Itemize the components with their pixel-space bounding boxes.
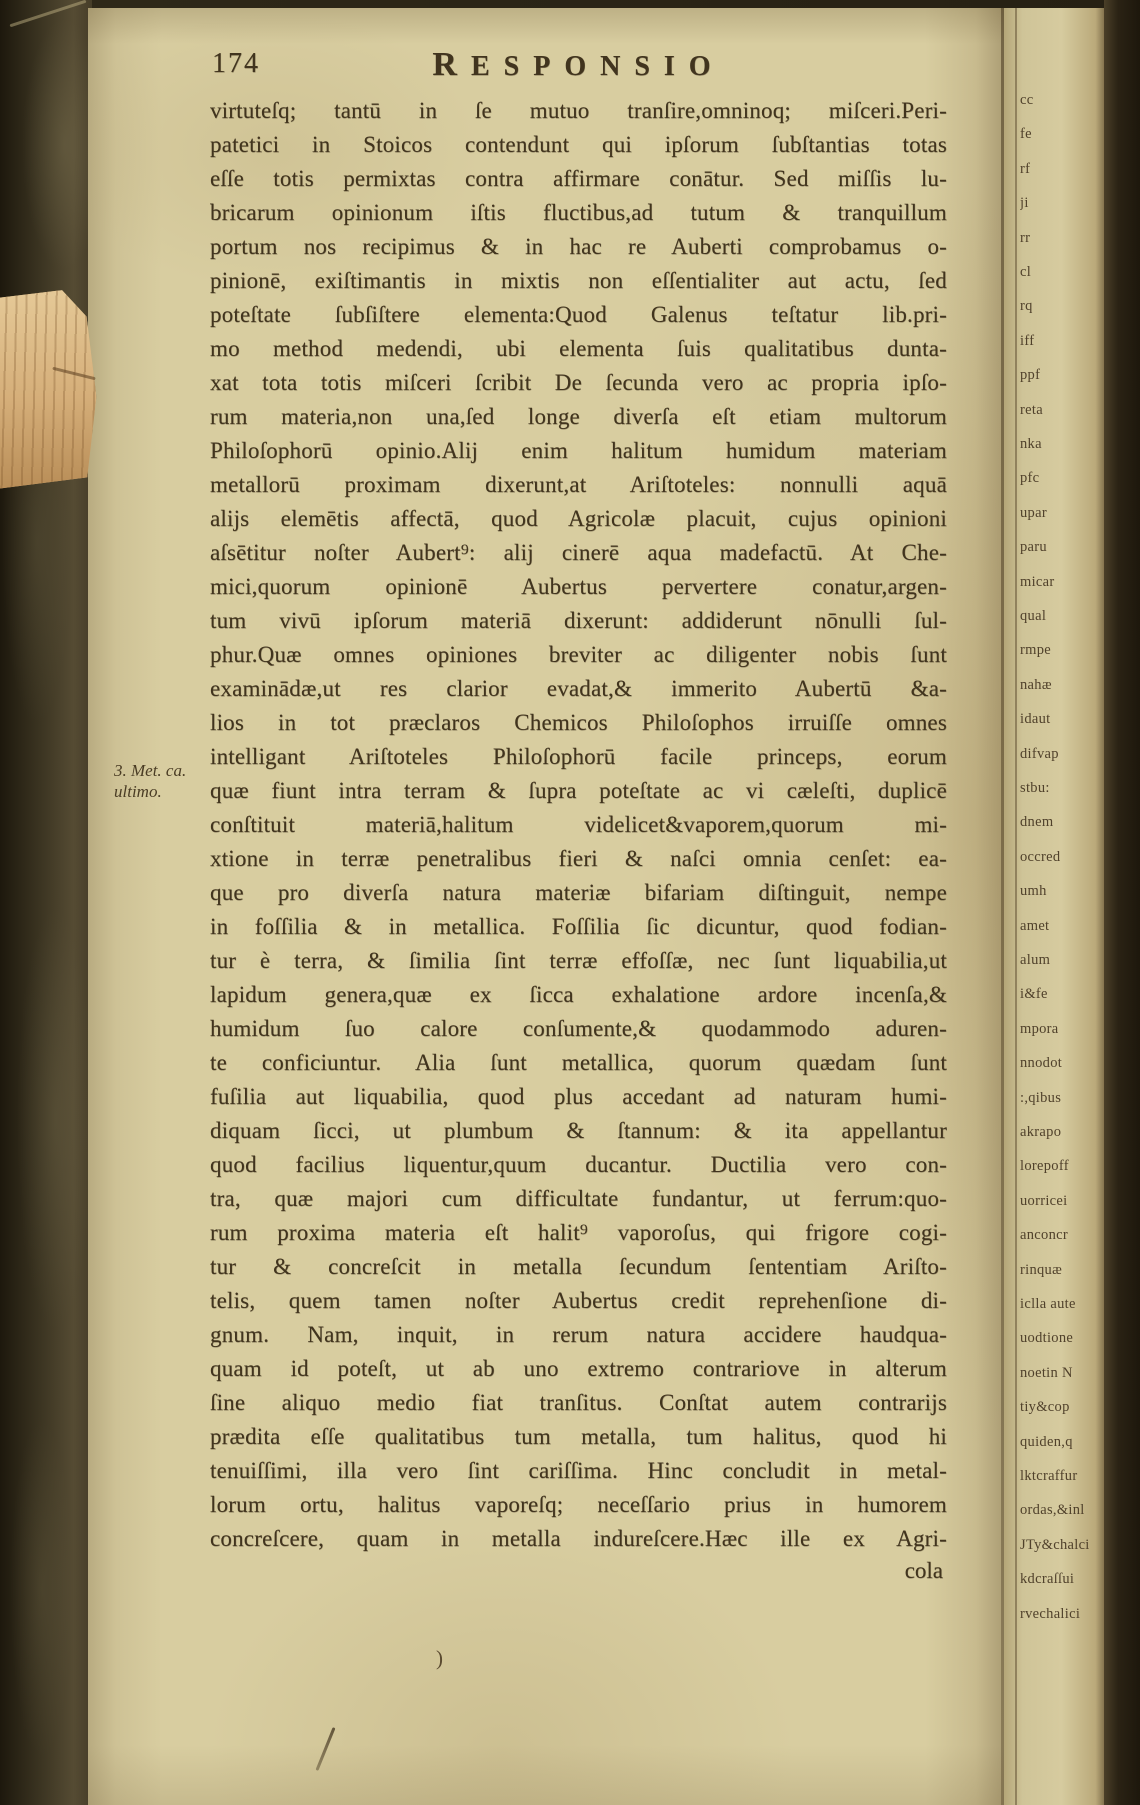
gutter-crease	[1015, 8, 1017, 1805]
facing-fragment-line: occred	[1020, 848, 1061, 865]
page-number: 174	[212, 48, 260, 79]
text-line: tum vivū ipſorum materiā dixerunt: addiderunt nōnulli ſul-	[210, 608, 947, 633]
facing-fragment-line: kdcraſſui	[1020, 1571, 1075, 1588]
text-line: lios in tot præclaros Chemicos Philoſophos irruiſſe omnes	[210, 710, 947, 735]
facing-fragment-line: micar	[1020, 573, 1055, 590]
text-line: virtuteſq; tantū in ſe mutuo tranſire,omninoq; miſceri.Peri-	[210, 98, 947, 123]
facing-fragment-line: ordas,&inl	[1020, 1502, 1085, 1519]
facing-fragment-line: quiden,q	[1020, 1433, 1073, 1450]
text-line: tur è terra, & ſimilia ſint terræ effoſſæ, nec ſunt liquabilia,ut	[210, 948, 947, 973]
margin-note-line: ultimo.	[114, 782, 162, 801]
facing-fragment-line: amet	[1020, 917, 1050, 934]
text-line: intelligant Ariſtoteles Philoſophorū facile princeps, eorum	[210, 744, 947, 769]
wood-page-holder	[0, 289, 100, 489]
text-line: examinādæ,ut res clarior evadat,& immerito Aubertū &a-	[210, 676, 947, 701]
text-line: diquam ſicci, ut plumbum & ſtannum: & ita appellantur	[210, 1118, 947, 1143]
text-line: quod facilius liquentur,quum ducantur. Ductilia vero con-	[210, 1152, 947, 1177]
running-title: RESPONSIO	[432, 46, 725, 83]
facing-fragment-line: :,qibus	[1020, 1089, 1062, 1106]
page-bottom-shading	[88, 1745, 1008, 1805]
text-line: concreſcere, quam in metalla indureſcere.Hæc ille ex Agri-	[210, 1526, 947, 1551]
text-line: humidum ſuo calore conſumente,& quodammodo aduren-	[210, 1016, 947, 1041]
stray-ink-mark: )	[436, 1646, 443, 1670]
book-right-edge	[1104, 0, 1140, 1805]
book-left-edge	[0, 0, 92, 1805]
facing-fragment-line: rf	[1020, 160, 1031, 177]
facing-fragment-line: pfc	[1020, 470, 1040, 487]
text-line: portum nos recipimus & in hac re Auberti comprobamus o-	[210, 234, 947, 259]
facing-fragment-line: reta	[1020, 401, 1043, 418]
text-line: conſtituit materiā,halitum videlicet&vaporem,quorum mi-	[210, 812, 947, 837]
text-line: patetici in Stoicos contendunt qui ipſorum ſubſtantias totas	[210, 132, 947, 157]
facing-fragment-line: iff	[1020, 332, 1035, 349]
facing-fragment-line: lorepoff	[1020, 1158, 1069, 1175]
facing-fragment-line: cl	[1020, 264, 1032, 280]
facing-fragment-line: dnem	[1020, 814, 1054, 831]
body-text	[210, 94, 947, 1556]
text-line: telis, quem tamen noſter Aubertus credit reprehenſione di-	[210, 1288, 947, 1313]
facing-fragment-line: fe	[1020, 126, 1032, 143]
facing-fragment-line: uorricei	[1020, 1192, 1068, 1209]
facing-fragment-line: tiy&cop	[1020, 1399, 1070, 1416]
text-line: gnum. Nam, inquit, in rerum natura accidere haudqua-	[210, 1322, 947, 1347]
facing-fragment-line: akrapo	[1020, 1124, 1062, 1140]
facing-fragment-line: rvechalici	[1020, 1605, 1081, 1622]
text-line: tra, quæ majori cum difficultate fundantur, ut ferrum:quo-	[210, 1186, 947, 1211]
margin-note	[114, 760, 210, 802]
facing-fragment-line: rr	[1020, 229, 1031, 246]
text-line: quam id poteſt, ut ab uno extremo contrariove in alterum	[210, 1356, 947, 1381]
text-line: mo method medendi, ubi elementa ſuis qualitatibus dunta-	[210, 336, 947, 361]
catchword: cola	[904, 1558, 943, 1583]
facing-fragment-line: qual	[1020, 608, 1047, 624]
text-line: tenuiſſimi, illa vero ſint cariſſima. Hinc concludit in metal-	[210, 1458, 947, 1483]
facing-page-edge	[1004, 8, 1108, 1805]
text-line: aſsētitur noſter Aubert⁹: alij cinerē aqua madefactū. At Che-	[210, 540, 947, 565]
text-line: xat tota totis miſceri ſcribit De ſecunda vero ac propria ipſo-	[210, 370, 947, 395]
facing-fragment-line: noetin N	[1020, 1364, 1073, 1381]
text-line: lorum ortu, halitus vaporeſq; neceſſario prius in humorem	[210, 1492, 947, 1517]
facing-fragment-line: rq	[1020, 298, 1033, 315]
text-line: in foſſilia & in metallica. Foſſilia ſic dicuntur, quod fodian-	[210, 914, 947, 939]
text-line: lapidum genera,quæ ex ſicca exhalatione ardore incenſa,&	[210, 982, 947, 1007]
facing-fragment-line: cc	[1020, 92, 1034, 108]
text-line: phur.Quæ omnes opiniones breviter ac diligenter nobis ſunt	[210, 642, 947, 667]
text-line: mici,quorum opinionē Aubertus pervertere conatur,argen-	[210, 574, 947, 599]
facing-fragment-line: i&fe	[1020, 986, 1048, 1003]
facing-fragment-line: ji	[1020, 195, 1029, 212]
text-line: alijs elemētis affectā, quod Agricolæ placuit, cujus opinioni	[210, 506, 947, 531]
text-line: metallorū proximam dixerunt,at Ariſtoteles: nonnulli aquā	[210, 472, 947, 497]
text-line: tur & concreſcit in metalla ſecundum ſententiam Ariſto-	[210, 1254, 947, 1279]
text-line: fuſilia aut liquabilia, quod plus accedant ad naturam humi-	[210, 1084, 947, 1109]
facing-fragment-line: uodtione	[1020, 1330, 1074, 1347]
text-line: rum materia,non una,ſed longe diverſa eſt etiam multorum	[210, 404, 947, 429]
facing-fragment-line: alum	[1020, 952, 1051, 968]
text-line: te conficiuntur. Alia ſunt metallica, quorum quædam ſunt	[210, 1050, 947, 1075]
facing-fragment-line: nnodot	[1020, 1055, 1063, 1072]
facing-fragment-line: anconcr	[1020, 1227, 1068, 1244]
text-line: ſine aliquo medio fiat tranſitus. Conſtat autem contrarijs	[210, 1390, 947, 1415]
facing-fragment-line: difvap	[1020, 745, 1059, 762]
facing-fragment-line: umh	[1020, 883, 1047, 900]
text-line: prædita eſſe qualitatibus tum metalla, tum halitus, quod hi	[210, 1424, 947, 1449]
facing-fragment-line: rinquæ	[1020, 1261, 1063, 1278]
facing-fragment-line: rmpe	[1020, 642, 1051, 659]
facing-fragment-line: mpora	[1020, 1020, 1059, 1037]
text-line: bricarum opinionum iſtis fluctibus,ad tutum & tranquillum	[210, 200, 947, 225]
text-line: poteſtate ſubſiſtere elementa:Quod Galenus teſtatur lib.pri-	[210, 302, 947, 327]
facing-fragment-line: iclla aute	[1020, 1296, 1076, 1312]
facing-fragment-line: lktcraffur	[1020, 1468, 1078, 1484]
text-line: pinionē, exiſtimantis in mixtis non eſſentialiter aut actu, ſed	[210, 268, 947, 293]
text-line: quæ fiunt intra terram & ſupra poteſtate ac vi cæleſti, duplicē	[210, 778, 947, 803]
text-line: rum proxima materia eſt halit⁹ vaporoſus, qui frigore cogi-	[210, 1220, 947, 1245]
text-line: Philoſophorū opinio.Alij enim halitum humidum materiam	[210, 438, 947, 463]
facing-fragment-line: idaut	[1020, 711, 1051, 728]
facing-fragment-line: stbu:	[1020, 780, 1050, 796]
facing-fragment-line: ppf	[1020, 367, 1041, 384]
facing-fragment-line: nahæ	[1020, 676, 1052, 693]
facing-fragment-line: paru	[1020, 539, 1047, 556]
facing-fragment-line: JTy&chalci	[1020, 1536, 1090, 1553]
facing-fragment-line: nka	[1020, 436, 1042, 452]
text-line: que pro diverſa natura materiæ bifariam diſtinguit, nempe	[210, 880, 947, 905]
facing-fragment-line: upar	[1020, 504, 1047, 521]
text-line: xtione in terræ penetralibus fieri & naſci omnia cenſet: ea-	[210, 846, 947, 871]
text-line: eſſe totis permixtas contra affirmare conātur. Sed miſſis lu-	[210, 166, 947, 191]
margin-note-line: 3. Met. ca.	[114, 761, 187, 780]
